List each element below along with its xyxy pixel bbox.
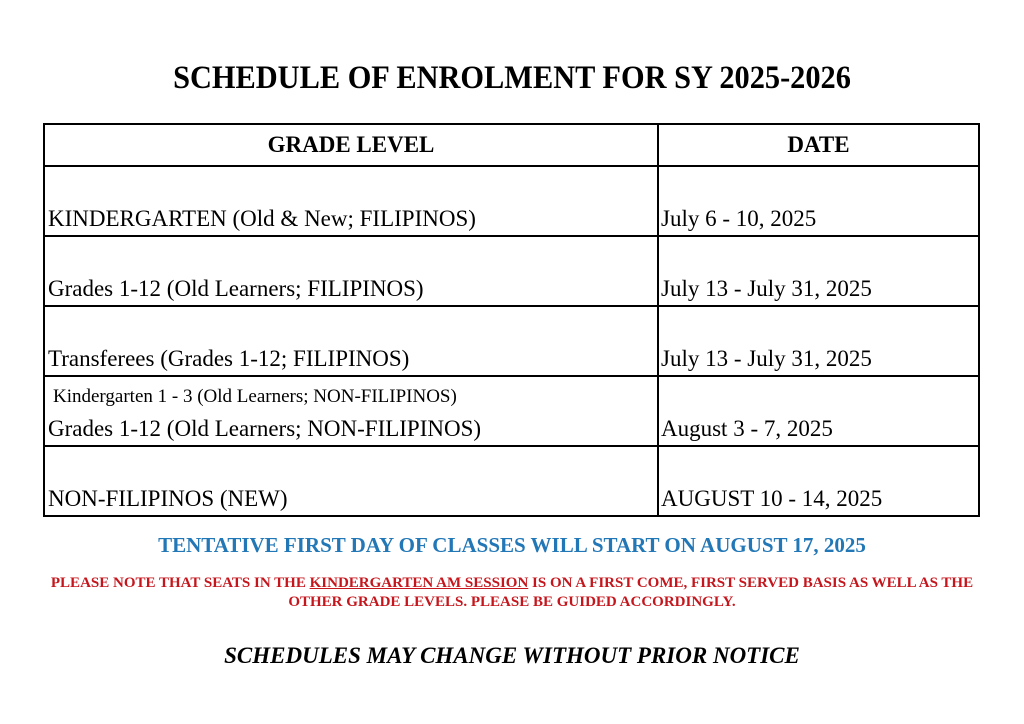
note-text-after: IS ON A FIRST COME, FIRST SERVED BASIS AS WELL AS THE OTHER GRADE LEVELS. PLEASE BE GUIDED ACCORDINGLY.: [288, 575, 974, 610]
table-row: [44, 166, 979, 236]
date-header: DATE: [658, 124, 979, 166]
date-cell: [658, 446, 979, 516]
grade-level-text: KINDERGARTEN (Old & New; FILIPINOS): [48, 206, 476, 231]
seating-note: [40, 574, 984, 612]
date-cell: [658, 376, 979, 446]
grade-level-cell: [44, 376, 658, 446]
table-row: [44, 446, 979, 516]
table-header-row: [44, 124, 979, 166]
date-cell: [658, 236, 979, 306]
grade-level-cell: [44, 306, 658, 376]
grade-level-text: Grades 1-12 (Old Learners; NON-FILIPINOS): [48, 416, 482, 441]
enrolment-schedule-table: [43, 123, 980, 517]
note-text-before: PLEASE NOTE THAT SEATS IN THE: [50, 575, 310, 591]
date-text: AUGUST 10 - 14, 2025: [661, 486, 883, 511]
date-cell: [658, 306, 979, 376]
note-underlined-text: KINDERGARTEN AM SESSION: [309, 575, 529, 591]
grade-level-cell: [44, 236, 658, 306]
grade-level-text: Grades 1-12 (Old Learners; FILIPINOS): [48, 276, 424, 301]
tentative-first-day-notice: TENTATIVE FIRST DAY OF CLASSES WILL START ON AUGUST 17, 2025: [158, 533, 866, 557]
grade-level-cell: [44, 446, 658, 516]
date-text: August 3 - 7, 2025: [661, 416, 833, 441]
grade-level-cell: [44, 166, 658, 236]
date-text: July 13 - July 31, 2025: [661, 346, 872, 371]
page-title: SCHEDULE OF ENROLMENT FOR SY 2025-2026: [173, 60, 851, 96]
table-row: [44, 306, 979, 376]
date-text: July 6 - 10, 2025: [661, 206, 817, 231]
grade-level-text: NON-FILIPINOS (NEW): [48, 486, 288, 511]
table-row: [44, 236, 979, 306]
table-row: [44, 376, 979, 446]
grade-level-subtext: Kindergarten 1 - 3 (Old Learners; NON-FILIPINOS): [53, 386, 457, 407]
date-text: July 13 - July 31, 2025: [661, 276, 872, 301]
grade-level-text: Transferees (Grades 1-12; FILIPINOS): [48, 346, 410, 371]
grade-level-header: GRADE LEVEL: [44, 124, 658, 166]
date-cell: [658, 166, 979, 236]
schedule-disclaimer: SCHEDULES MAY CHANGE WITHOUT PRIOR NOTICE: [224, 643, 800, 668]
